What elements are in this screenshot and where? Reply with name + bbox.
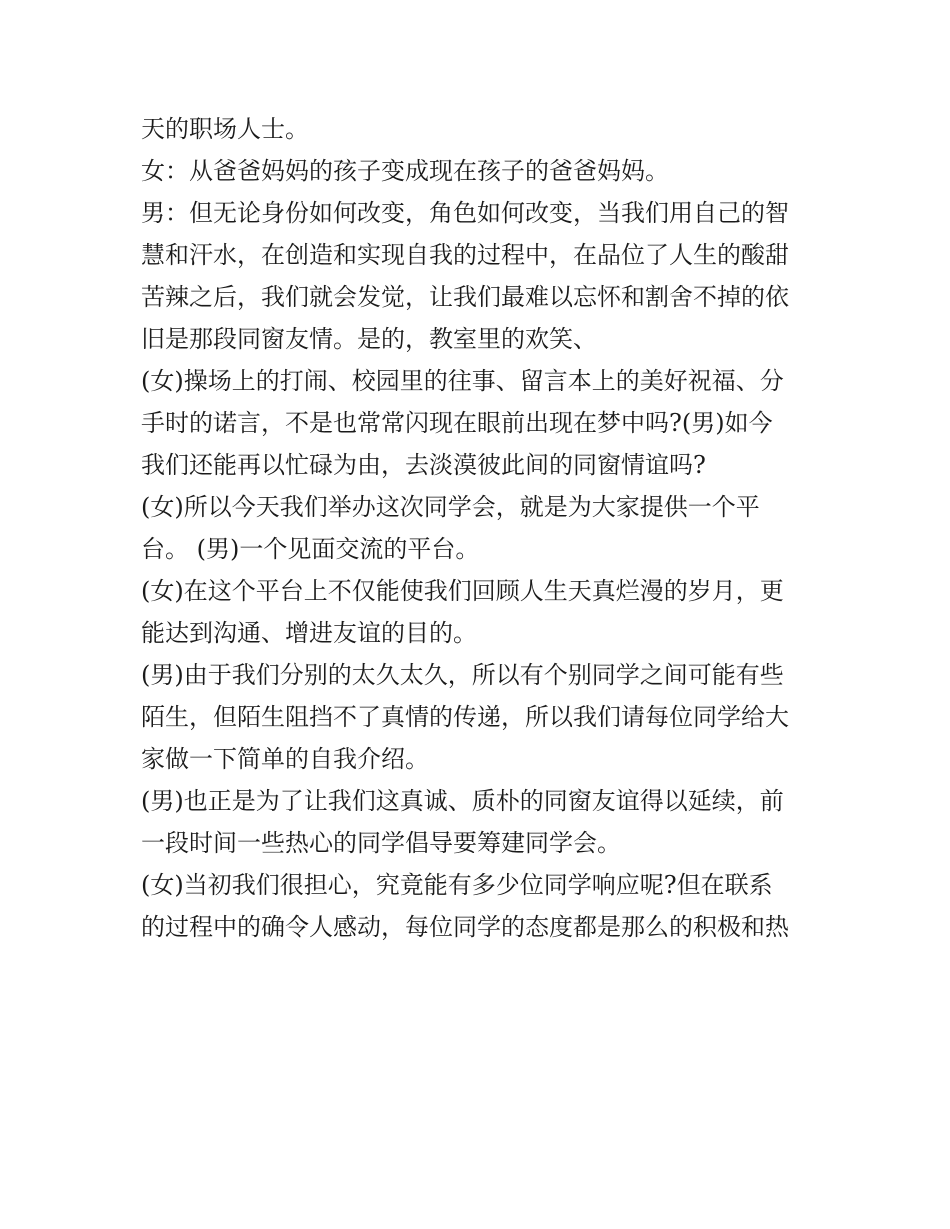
text-line: 男：但无论身份如何改变，角色如何改变，当我们用自己的智 (141, 199, 789, 227)
text-line: (男)由于我们分别的太久太久，所以有个别同学之间可能有些 (141, 661, 784, 689)
text-line: 一段时间一些热心的同学倡导要筹建同学会。 (141, 829, 621, 857)
text-line: 手时的诺言，不是也常常闪现在眼前出现在梦中吗?(男)如今 (141, 409, 773, 437)
text-line: (男)也正是为了让我们这真诚、质朴的同窗友谊得以延续，前 (141, 787, 784, 815)
text-line: 陌生，但陌生阻挡不了真情的传递，所以我们请每位同学给大 (141, 703, 789, 731)
text-line: (女)操场上的打闹、校园里的往事、留言本上的美好祝福、分 (141, 367, 784, 395)
text-line: (女)所以今天我们举办这次同学会，就是为大家提供一个平 (141, 493, 760, 521)
text-line: 慧和汗水，在创造和实现自我的过程中，在品位了人生的酸甜 (141, 241, 789, 269)
text-line: 我们还能再以忙碌为由，去淡漠彼此间的同窗情谊吗? (141, 451, 706, 479)
text-line: (女)当初我们很担心，究竟能有多少位同学响应呢?但在联系 (141, 871, 773, 899)
text-line: (女)在这个平台上不仅能使我们回顾人生天真烂漫的岁月，更 (141, 577, 784, 605)
text-line: 旧是那段同窗友情。是的，教室里的欢笑、 (141, 325, 597, 353)
text-line: 天的职场人士。 (141, 115, 309, 143)
text-line: 能达到沟通、增进友谊的目的。 (141, 619, 477, 647)
text-line: 女：从爸爸妈妈的孩子变成现在孩子的爸爸妈妈。 (141, 157, 669, 185)
text-line: 家做一下简单的自我介绍。 (141, 745, 429, 773)
document-body (141, 108, 821, 948)
text-line: 的过程中的确令人感动，每位同学的态度都是那么的积极和热 (141, 913, 789, 941)
text-line: 台。 (男)一个见面交流的平台。 (141, 535, 480, 563)
text-line: 苦辣之后，我们就会发觉，让我们最难以忘怀和割舍不掉的依 (141, 283, 789, 311)
